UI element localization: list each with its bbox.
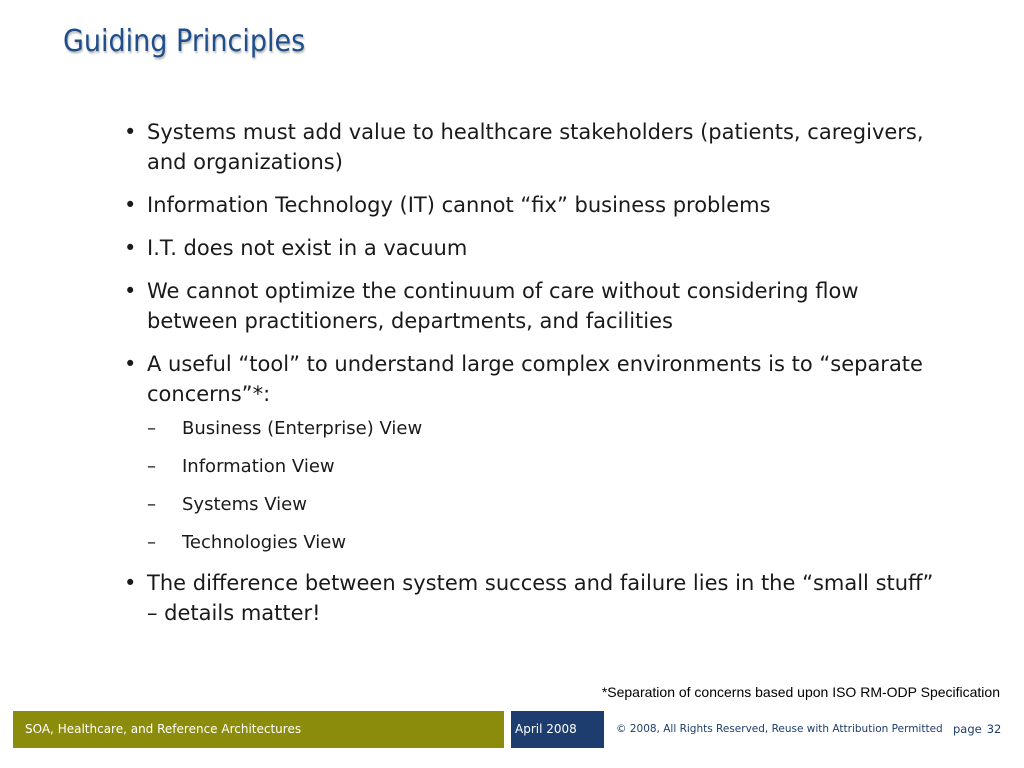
sub-bullet-item bbox=[147, 455, 944, 479]
sub-bullet-marker: – bbox=[147, 418, 156, 439]
sub-bullet-item bbox=[147, 417, 944, 441]
footer-title-bar bbox=[13, 711, 504, 748]
sub-bullet-marker: – bbox=[147, 532, 156, 553]
bullet-marker: • bbox=[124, 279, 137, 303]
bullet-marker: • bbox=[124, 120, 137, 144]
sub-bullet-text: Business (Enterprise) View bbox=[182, 418, 423, 439]
footnote: *Separation of concerns based upon ISO RM-ODP Specification bbox=[601, 684, 1000, 700]
bullet-marker: • bbox=[124, 193, 137, 217]
bullet-marker: • bbox=[124, 571, 137, 595]
sub-bullet-item bbox=[147, 531, 944, 555]
bullet-text: We cannot optimize the continuum of care without considering flow between practitioners, departments, and facilities bbox=[147, 279, 859, 333]
page-number: 32 bbox=[986, 722, 1002, 736]
copyright-notice: © 2008, All Rights Reserved, Reuse with Attribution Permitted bbox=[616, 723, 943, 735]
page-indicator bbox=[953, 722, 1001, 736]
sub-bullet-item bbox=[147, 493, 944, 517]
sub-bullet-text: Technologies View bbox=[182, 532, 347, 553]
bullet-item bbox=[124, 349, 944, 555]
footer-date-bar bbox=[511, 711, 604, 748]
sub-bullet-text: Systems View bbox=[182, 494, 307, 515]
bullet-text: I.T. does not exist in a vacuum bbox=[147, 236, 468, 260]
bullet-text: Information Technology (IT) cannot “fix” business problems bbox=[147, 193, 771, 217]
bullet-marker: • bbox=[124, 236, 137, 260]
sub-bullet-text: Information View bbox=[182, 456, 335, 477]
sub-bullet-list bbox=[147, 417, 944, 555]
bullet-text: A useful “tool” to understand large complex environments is to “separate concerns”*: bbox=[147, 352, 923, 406]
bullet-text: The difference between system success and failure lies in the “small stuff” – details matter! bbox=[147, 571, 934, 625]
bullet-item bbox=[124, 190, 944, 220]
bullet-marker: • bbox=[124, 352, 137, 376]
bullet-item bbox=[124, 233, 944, 263]
bullet-text: Systems must add value to healthcare stakeholders (patients, caregivers, and organizations) bbox=[147, 120, 924, 174]
page-label: page bbox=[953, 722, 982, 736]
slide-title: Guiding Principles bbox=[63, 24, 306, 59]
presentation-title: SOA, Healthcare, and Reference Architectures bbox=[25, 722, 302, 736]
bullet-item bbox=[124, 276, 944, 336]
footer-date: April 2008 bbox=[515, 722, 577, 736]
bullet-item bbox=[124, 568, 944, 628]
bullet-list bbox=[124, 117, 944, 641]
sub-bullet-marker: – bbox=[147, 494, 156, 515]
bullet-item bbox=[124, 117, 944, 177]
sub-bullet-marker: – bbox=[147, 456, 156, 477]
